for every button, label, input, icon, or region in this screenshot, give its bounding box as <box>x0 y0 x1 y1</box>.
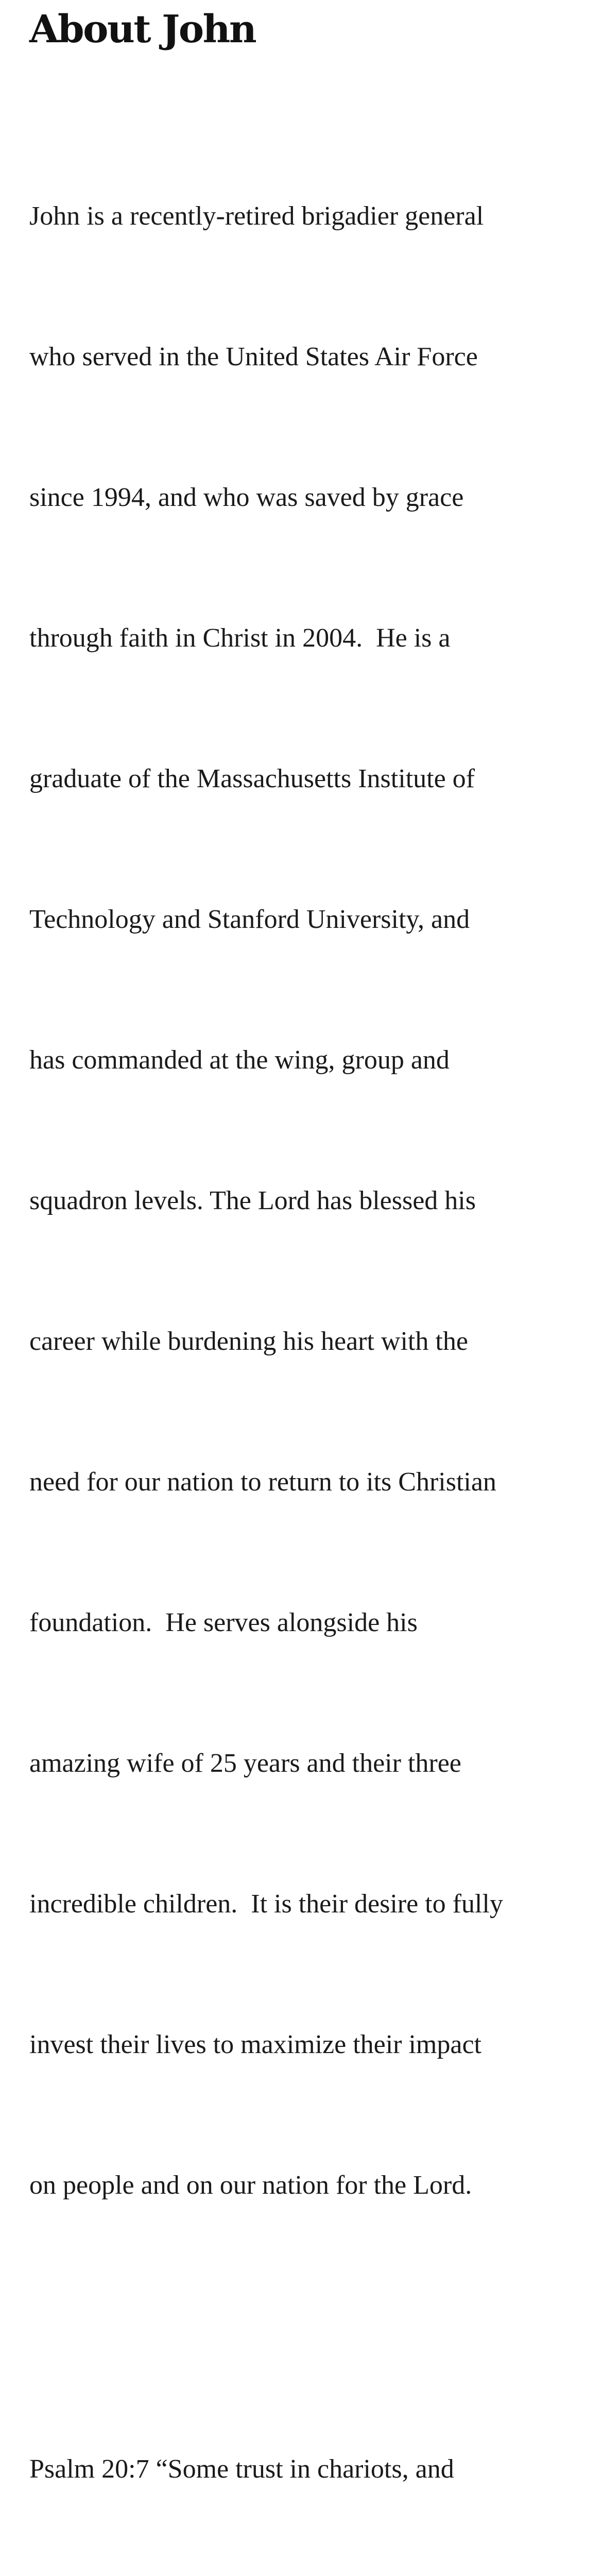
bio-line: graduate of the Massachusetts Institute of <box>29 764 475 793</box>
bio-line: squadron levels. The Lord has blessed his <box>29 1186 476 1215</box>
bio-line: Technology and Stanford University, and <box>29 905 470 934</box>
bio-line: foundation. He serves alongside his <box>29 1608 418 1637</box>
bio-line: amazing wife of 25 years and their three <box>29 1749 461 1778</box>
bio-line: John is a recently-retired brigadier general <box>29 201 484 231</box>
scripture-quote <box>29 2352 586 2576</box>
bio-line: since 1994, and who was saved by grace <box>29 483 464 512</box>
verse-line: Psalm 20:7 “Some trust in chariots, and <box>29 2454 454 2484</box>
bio-line: incredible children. It is their desire to fully <box>29 1889 503 1919</box>
page-title: About John <box>29 7 256 52</box>
bio-line: career while burdening his heart with the <box>29 1327 468 1356</box>
bio-line: invest their lives to maximize their impact <box>29 2030 481 2059</box>
about-section <box>29 0 586 2576</box>
bio-line: through faith in Christ in 2004. He is a <box>29 623 451 653</box>
bio-line: has commanded at the wing, group and <box>29 1045 450 1075</box>
bio-line: need for our nation to return to its Christian <box>29 1467 496 1497</box>
bio-line: on people and on our nation for the Lord. <box>29 2171 472 2200</box>
bio-paragraph <box>29 99 586 2302</box>
bio-line: who served in the United States Air Force <box>29 342 478 371</box>
